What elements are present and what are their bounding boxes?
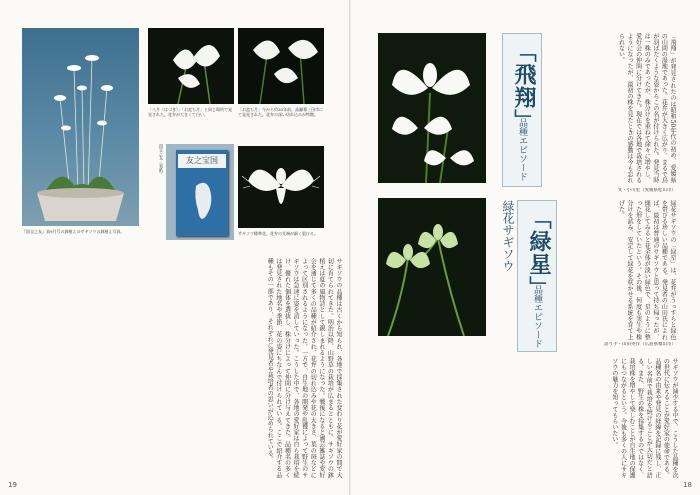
right-page-number: 18 bbox=[683, 481, 692, 489]
caption-hachigatsu: 「八月（はづき）」「お盆ち月」と同じ場所で発見された。花弁が大きくて白い。 bbox=[148, 107, 232, 118]
book-title: 友之宝国 bbox=[178, 154, 226, 168]
book-cover bbox=[176, 150, 228, 236]
photo-hisho bbox=[378, 33, 486, 183]
text-hisho: 「飛翔」が発見されたのは昭和50年代の初め、愛媛県の山間の湿地であった。花弁が大きく広がり、まるで鳥が羽ばたくような姿からこの名が付けられた。発見当時は一株のみであったが、株分けを重ねて徐々に増やし、愛好会の仲間に分けてきた。現在では各地で栽培されるようになったが、最初の株を見たときの感動は今も忘れられない。 bbox=[617, 33, 676, 183]
title-ryokusei: 「緑星」 bbox=[526, 207, 551, 299]
photo-magazine-cover bbox=[166, 144, 234, 240]
subtitle-hisho: 品種エピソード bbox=[517, 118, 527, 181]
title-hisho: 「飛翔」 bbox=[511, 40, 536, 132]
left-body-text: サギソウの品種は古くから知られ、各地で採集された変わり花が愛好家の間で大切に育てられてきた。明治以降、山野草の栽培が広まるとともに、サギソウの鉢植えは夏の風物詩として親しまれるようになった。戦後になると園芸雑誌や愛好会を通じて多くの品種が紹介され、花弁の切れ込みや花の大きさ、葉の斑などによって区別されるようになった。一方で、自生地の開発や乱獲によって野生のサギソウは急速に姿を消していった。こうした中で、各地の愛好家は自ら栽培を続け、優れた個体を選抜し、株分けによって仲間に分け与えてきた。品種名の多くは発見された地名や季節、花の姿にちなんで付けられている。ここで紹介する品種もその一部であり、それぞれに発見者や栽培者の思いが込められている。 bbox=[266, 258, 342, 478]
caption-pot: 『国宝之友』表9月号の鉢植えのサギソウの鉢植え写真。 bbox=[22, 229, 125, 234]
photo-standard-flower bbox=[238, 146, 324, 228]
title-box-ryokusei bbox=[517, 200, 557, 352]
caption-flower: サギソウ標準花。花弁の先端が細く裂ける。 bbox=[238, 231, 318, 236]
title-box-hisho bbox=[502, 33, 542, 187]
photo-potted-sagiso bbox=[22, 28, 139, 226]
author-ryokusei: 語り手・山田英作（広島県福山市） bbox=[604, 342, 676, 347]
kicker-ryokusei: 緑花サギソウ bbox=[501, 200, 515, 272]
center-gutter bbox=[349, 0, 351, 495]
caption-book: 国宝之友（表紙） bbox=[159, 144, 164, 176]
left-page-number: 19 bbox=[8, 481, 17, 489]
author-hisho: 文・小川里（愛媛県松山市） bbox=[617, 188, 676, 193]
subtitle-ryokusei: 品種エピソード bbox=[532, 285, 542, 348]
photo-hachigatsu bbox=[148, 28, 234, 104]
photo-obon bbox=[238, 28, 324, 104]
text-ryokusei: 緑花サギソウの「緑星」は、花弁がうっすらと緑色を帯びる珍しい品種である。発見者の山田氏によれば、最初は普通のサギソウと思って持ち帰ったが、開花してみると花全体が淡い緑色で、星のように整った形をしていたという。その後、何度も実生や株分けを試み、安定して緑花を咲かせる系統を育て上げた。 bbox=[617, 200, 676, 340]
caption-obon: 「お盆ち月」今から約30年前、高瀬幕三田市にて発見された。花弁の深い切れ込みが特徴。 bbox=[238, 107, 324, 118]
text-closing: サギソウが減少する中で、こうした品種を次の世代に伝えることが愛好家の使命である。品種名の由来や発見の経緯を記録に残し、正しい名前で栽培を続けることが大切だと語る。また、野生の株を採集するのではなく、栽培株を増やして楽しむことが自生地の保護にもつながるという。今後も多くの人にサギソウの魅力を知ってもらいたい。 bbox=[610, 358, 678, 478]
photo-ryokusei bbox=[378, 198, 486, 336]
